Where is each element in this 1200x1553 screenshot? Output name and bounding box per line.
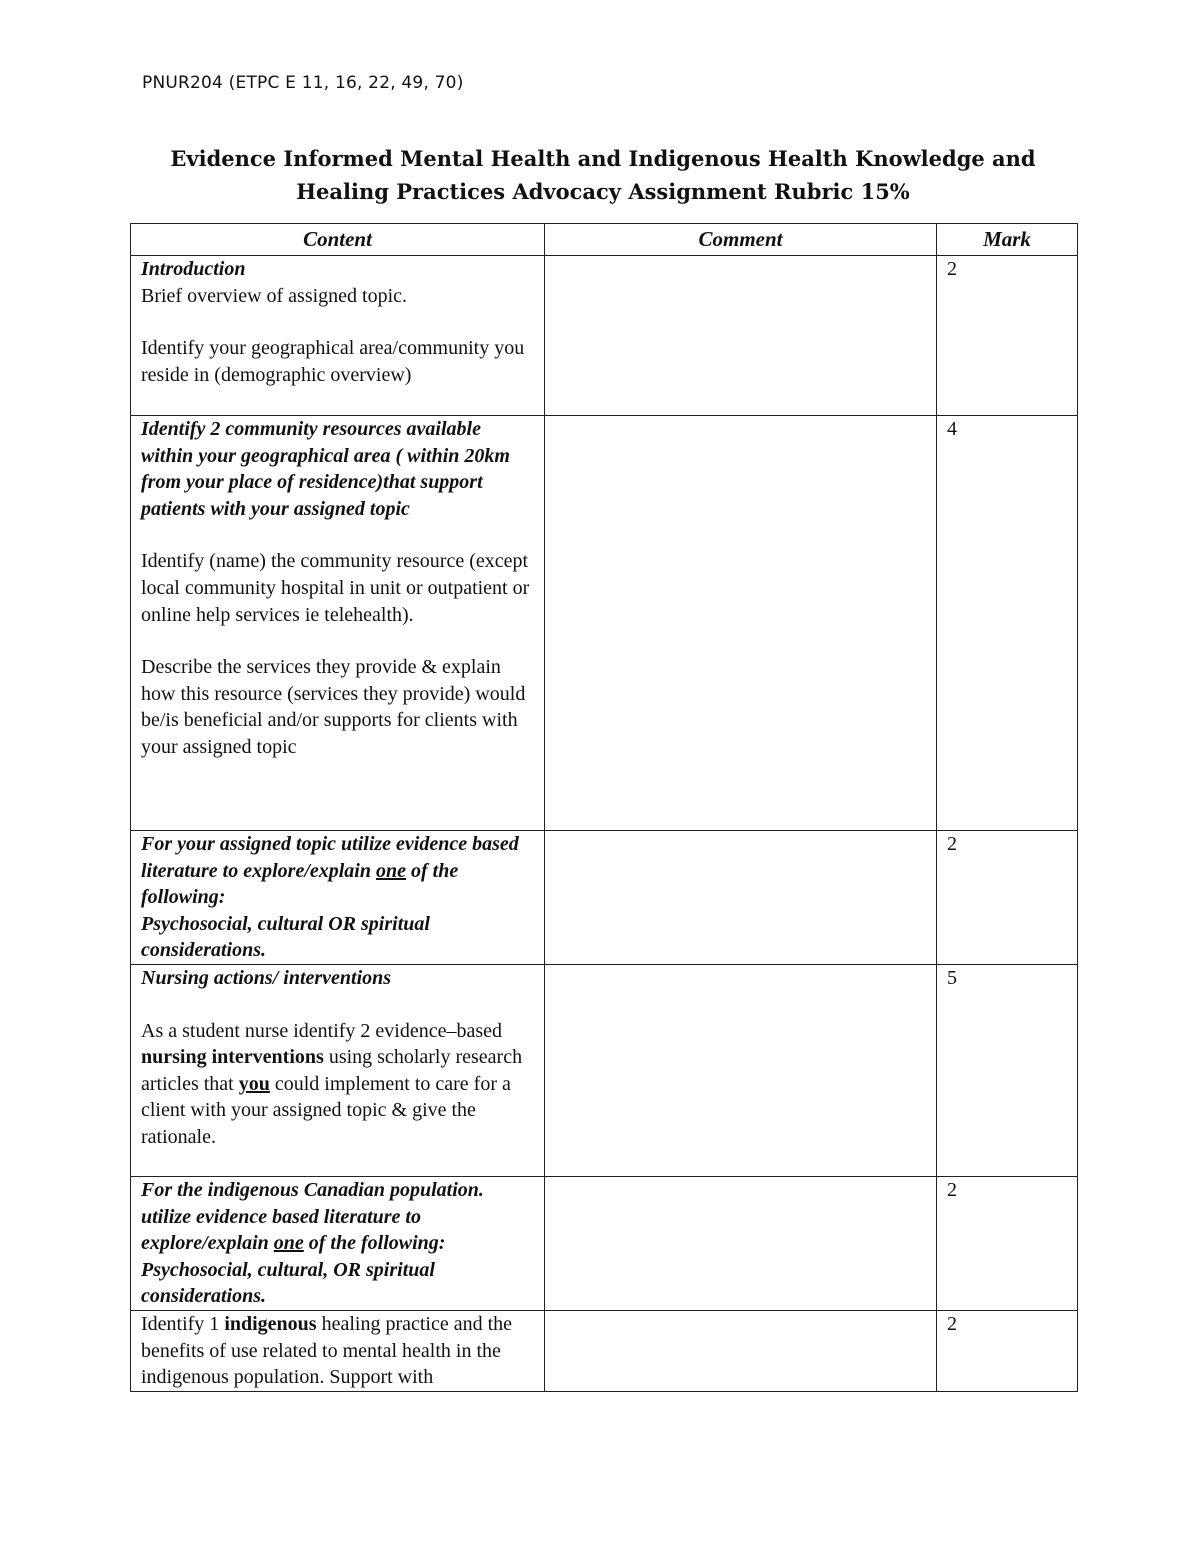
table-row	[131, 965, 1078, 1177]
mark-cell: 2	[937, 831, 1078, 965]
mark-cell: 2	[937, 256, 1078, 416]
heading-text: For your assigned topic utilize evidence based literature to explore/explain	[141, 833, 519, 882]
criterion-emphasis: nursing interventions	[141, 1046, 324, 1069]
criterion-text-part: Identify 1	[141, 1313, 225, 1335]
mark-cell: 2	[937, 1311, 1078, 1392]
heading-text: For the indigenous Canadian population. utilize evidence based literature to explore/explain	[141, 1179, 484, 1255]
table-row	[131, 831, 1078, 965]
header-row	[131, 224, 1078, 256]
mark-cell: 5	[937, 965, 1078, 1177]
content-cell	[131, 965, 545, 1177]
mark-column-header: Mark	[937, 224, 1078, 256]
mark-cell: 2	[937, 1177, 1078, 1311]
course-code: PNUR204 (ETPC E 11, 16, 22, 49, 70)	[142, 73, 464, 93]
criterion-heading	[141, 1177, 536, 1257]
criterion-text: Identify your geographical area/community you reside in (demographic overview)	[141, 337, 525, 386]
content-cell	[131, 831, 545, 965]
content-cell	[131, 416, 545, 831]
comment-cell	[545, 831, 937, 965]
content-cell	[131, 1311, 545, 1392]
rubric-table	[130, 223, 1078, 1392]
criterion-text: Identify (name) the community resource (except local community hospital in unit or outpatient or online help services ie telehealth).	[141, 550, 530, 626]
criterion-emphasis: indigenous	[224, 1313, 317, 1335]
heading-text: of the following:	[141, 859, 459, 909]
heading-emphasis: one	[273, 1232, 304, 1255]
criterion-text: Describe the services they provide & explain how this resource (services they provide) would be/is beneficial and/or supports for clients with your assigned topic	[141, 656, 526, 758]
criterion-heading: Introduction	[141, 258, 246, 280]
comment-cell	[545, 1177, 937, 1311]
comment-cell	[545, 965, 937, 1177]
comment-cell	[545, 1311, 937, 1392]
content-column-header: Content	[131, 224, 545, 256]
content-cell	[131, 1177, 545, 1311]
table-row	[131, 416, 1078, 831]
title-line-1: Evidence Informed Mental Health and Indigenous Health Knowledge and	[170, 146, 1036, 171]
table-row	[131, 256, 1078, 416]
criterion-text-part: could implement to care for a client with your assigned topic & give the rationale.	[141, 1072, 511, 1148]
table-row	[131, 1311, 1078, 1392]
criterion-heading: Nursing actions/ interventions	[141, 967, 392, 989]
table-row	[131, 1177, 1078, 1311]
criterion-text-part: using scholarly research articles that	[141, 1046, 523, 1095]
criterion-emphasis: you	[238, 1072, 270, 1095]
heading-emphasis: one	[376, 859, 406, 882]
criterion-heading	[141, 831, 536, 911]
comment-column-header: Comment	[545, 224, 937, 256]
criterion-text	[141, 1018, 536, 1151]
heading-text: of the following:	[303, 1232, 446, 1255]
content-cell	[131, 256, 545, 416]
criterion-text-part: healing practice and the benefits of use related to mental health in the indigenous population. Support with	[141, 1313, 513, 1389]
criterion-heading: Identify 2 community resources available within your geographical area ( within 20km from your place of residence)that support patients with your assigned topic	[141, 418, 510, 520]
document-title	[130, 142, 1076, 208]
comment-cell	[545, 256, 937, 416]
criterion-text	[141, 1311, 536, 1391]
comment-cell	[545, 416, 937, 831]
title-line-2: Healing Practices Advocacy Assignment Rubric 15%	[296, 179, 910, 204]
criterion-text-part: As a student nurse identify 2 evidence–based	[141, 1019, 503, 1042]
mark-cell: 4	[937, 416, 1078, 831]
criterion-text: Brief overview of assigned topic.	[141, 284, 408, 307]
criterion-heading: Psychosocial, cultural OR spiritual considerations.	[141, 912, 430, 962]
criterion-heading: Psychosocial, cultural, OR spiritual considerations.	[141, 1258, 435, 1308]
